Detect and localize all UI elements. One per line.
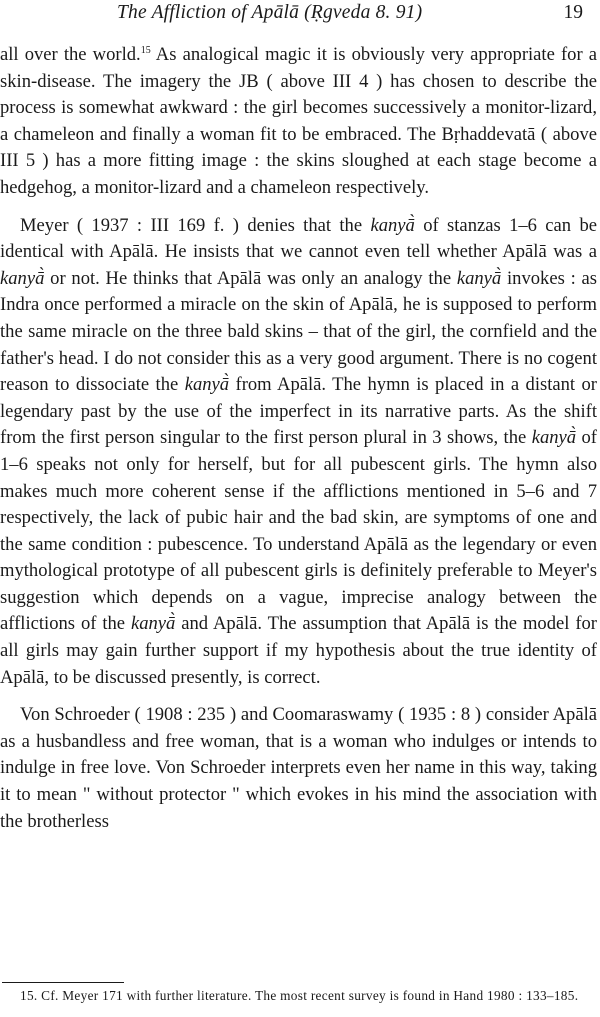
italic-term: kanyā̀ [456,267,502,289]
paragraph [0,702,597,835]
italic-term: kanyā̀ [531,427,577,449]
text-run: of stanzas 1–6 can be identical with Apālā. He insists that we cannot even tell whether Apālā was a [0,214,597,263]
text-run: Meyer ( 1937 : III 169 f. ) denies that the [20,214,371,236]
text-run: of 1–6 speaks not only for herself, but for all pubescent girls. The hymn also makes much more coherent sense if the afflictions mentioned in 5–6 and 7 respectively, the lack of pubic hair and the bad skin, are symptoms of one and the same condition : pubescence. To understand Apālā as the legendary or even mythological prototype of all pubescent girls is definitely preferable to Meyer's suggestion which depends on a vague, imprecise analogy between the afflictions of the [0,427,597,635]
running-title: The Affliction of Apālā (Ṛgveda 8. 91) [117,2,423,23]
text-run: or not. He thinks that Apālā was only an analogy the [44,267,457,289]
italic-term: kanyā̀ [0,267,45,289]
paragraph [0,213,597,692]
text-run: Von Schroeder ( 1908 : 235 ) and Coomaraswamy ( 1935 : 8 ) consider Apālā as a husbandless and free woman, that is a woman who indulges or intends to indulge in free love. Von Schroeder interprets even her name in this way, taking it to mean " without protector " which evokes in his mind the association with the brotherless [0,704,597,832]
text-run: As analogical magic it is obviously very appropriate for a skin-disease. The imagery the JB ( above III 4 ) has chosen to describe the process is somewhat awkward : the girl becomes successively a monitor-lizard, a chameleon and finally a woman fit to be embraced. The Bṛhaddevatā ( above III 5 ) has a more fitting image : the skins sloughed at each stage become a hedgehog, a monitor-lizard and a chameleon respectively. [0,44,597,198]
paragraph [0,42,597,202]
italic-term: kanyā̀ [184,374,230,396]
body-text [0,42,597,846]
text-run: invokes : as Indra once performed a miracle on the skin of Apālā, he is supposed to perform the same miracle on the three bald skins – that of the girl, the cornfield and the father's head. I do not consider this as a very good argument. There is no cogent reason to dissociate the [0,267,597,396]
page-number: 19 [563,2,583,23]
text-run: from Apālā. The hymn is placed in a distant or legendary past by the use of the imperfect in its narrative parts. As the shift from the first person singular to the first person plural in 3 shows, the [0,374,598,449]
text-run: all over the world. [0,44,141,65]
footnote-marker: 15 [140,45,151,56]
italic-term: kanyā̀ [130,613,176,635]
text-run: and Apālā. The assumption that Apālā is the model for all girls may gain further support if my hypothesis about the true identity of Apālā, to be discussed presently, is correct. [0,613,597,688]
footnote-rule [2,982,124,983]
running-header [0,2,600,28]
italic-term: kanyā̀ [370,214,415,236]
footnote [0,987,597,1004]
footnote-15: 15. Cf. Meyer 171 with further literature. The most recent survey is found in Hand 1980 : 133–185. [20,988,579,1003]
